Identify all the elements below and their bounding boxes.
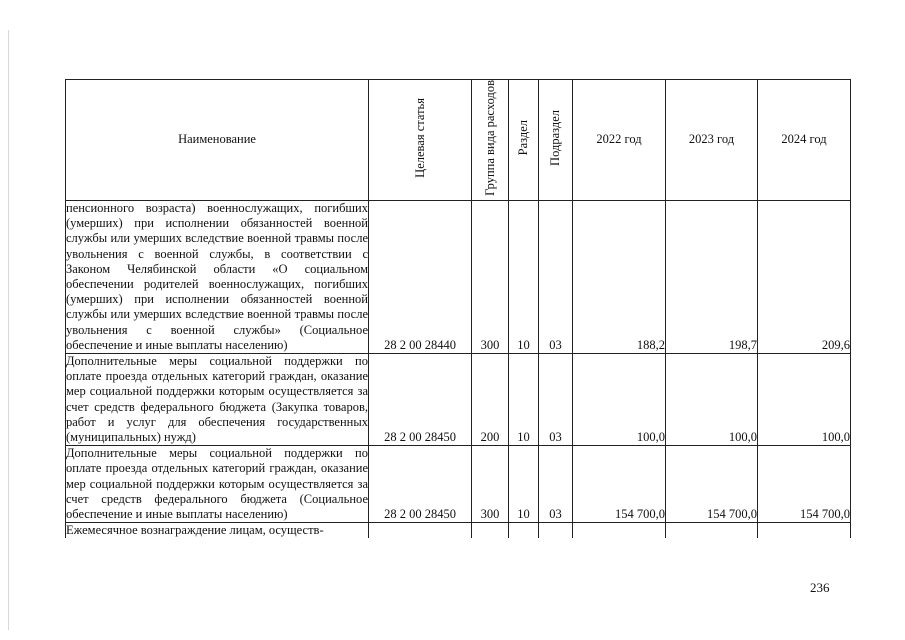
row-value-2024: 154 700,0 — [758, 446, 851, 523]
row-section: 10 — [509, 446, 539, 523]
row-value-2022: 188,2 — [573, 201, 666, 354]
row-group: 200 — [472, 354, 509, 446]
table-row — [66, 201, 851, 354]
row-section: 10 — [509, 201, 539, 354]
row-name: пенсионного возраста) военнослужащих, погибших (умерших) при исполнении обязанностей военной службы или умерших вследствие военной травмы после увольнения с военной службы, в соответствии с Законом Челябинской области «О социальном обеспечении родителей военнослужащих, погибших (умерших) при исполнении обязанностей военной службы или умерших вследствие военной травмы после увольнения с военной службы» (Социальное обеспечение и иные выплаты населению) — [66, 201, 368, 352]
row-value-2024: 100,0 — [758, 354, 851, 446]
header-2023: 2023 год — [666, 80, 758, 201]
table-row — [66, 354, 851, 446]
row-value-2024: 209,6 — [758, 201, 851, 354]
row-value-2022: 100,0 — [573, 354, 666, 446]
row-value-2023: 198,7 — [666, 201, 758, 354]
row-section: 10 — [509, 354, 539, 446]
row-group: 300 — [472, 446, 509, 523]
row-value-2023: 100,0 — [666, 354, 758, 446]
budget-table — [65, 79, 851, 538]
table-header-row — [66, 80, 851, 201]
header-2022: 2022 год — [573, 80, 666, 201]
row-code: 28 2 00 28450 — [369, 446, 472, 523]
header-subsection: Подраздел — [539, 80, 573, 201]
table-row — [66, 446, 851, 523]
table-row-continuation — [66, 523, 851, 539]
header-2024: 2024 год — [758, 80, 851, 201]
row-subsection: 03 — [539, 354, 573, 446]
row-name: Дополнительные меры социальной поддержки по оплате проезда отдельных категорий граждан, оказание мер социальной поддержки которым осуществляется за счет средств федерального бюджета (Социальное обеспечение и иные выплаты населению) — [66, 446, 368, 522]
page-number: 236 — [810, 580, 830, 595]
row-subsection: 03 — [539, 201, 573, 354]
row-code: 28 2 00 28440 — [369, 201, 472, 354]
header-name: Наименование — [66, 80, 369, 201]
row-code: 28 2 00 28450 — [369, 354, 472, 446]
row-value-2022: 154 700,0 — [573, 446, 666, 523]
continuation-text: Ежемесячное вознаграждение лицам, осуществ- — [66, 523, 369, 539]
row-group: 300 — [472, 201, 509, 354]
scan-edge-line — [8, 30, 9, 630]
header-expense-group: Группа вида расходов — [472, 80, 509, 201]
row-subsection: 03 — [539, 446, 573, 523]
header-target-article: Целевая статья — [369, 80, 472, 201]
row-value-2023: 154 700,0 — [666, 446, 758, 523]
header-section: Раздел — [509, 80, 539, 201]
row-name: Дополнительные меры социальной поддержки по оплате проезда отдельных категорий граждан, оказание мер социальной поддержки которым осуществляется за счет средств федерального бюджета (Закупка товаров, работ и услуг для обеспечения государственных (муниципальных) нужд) — [66, 354, 368, 445]
